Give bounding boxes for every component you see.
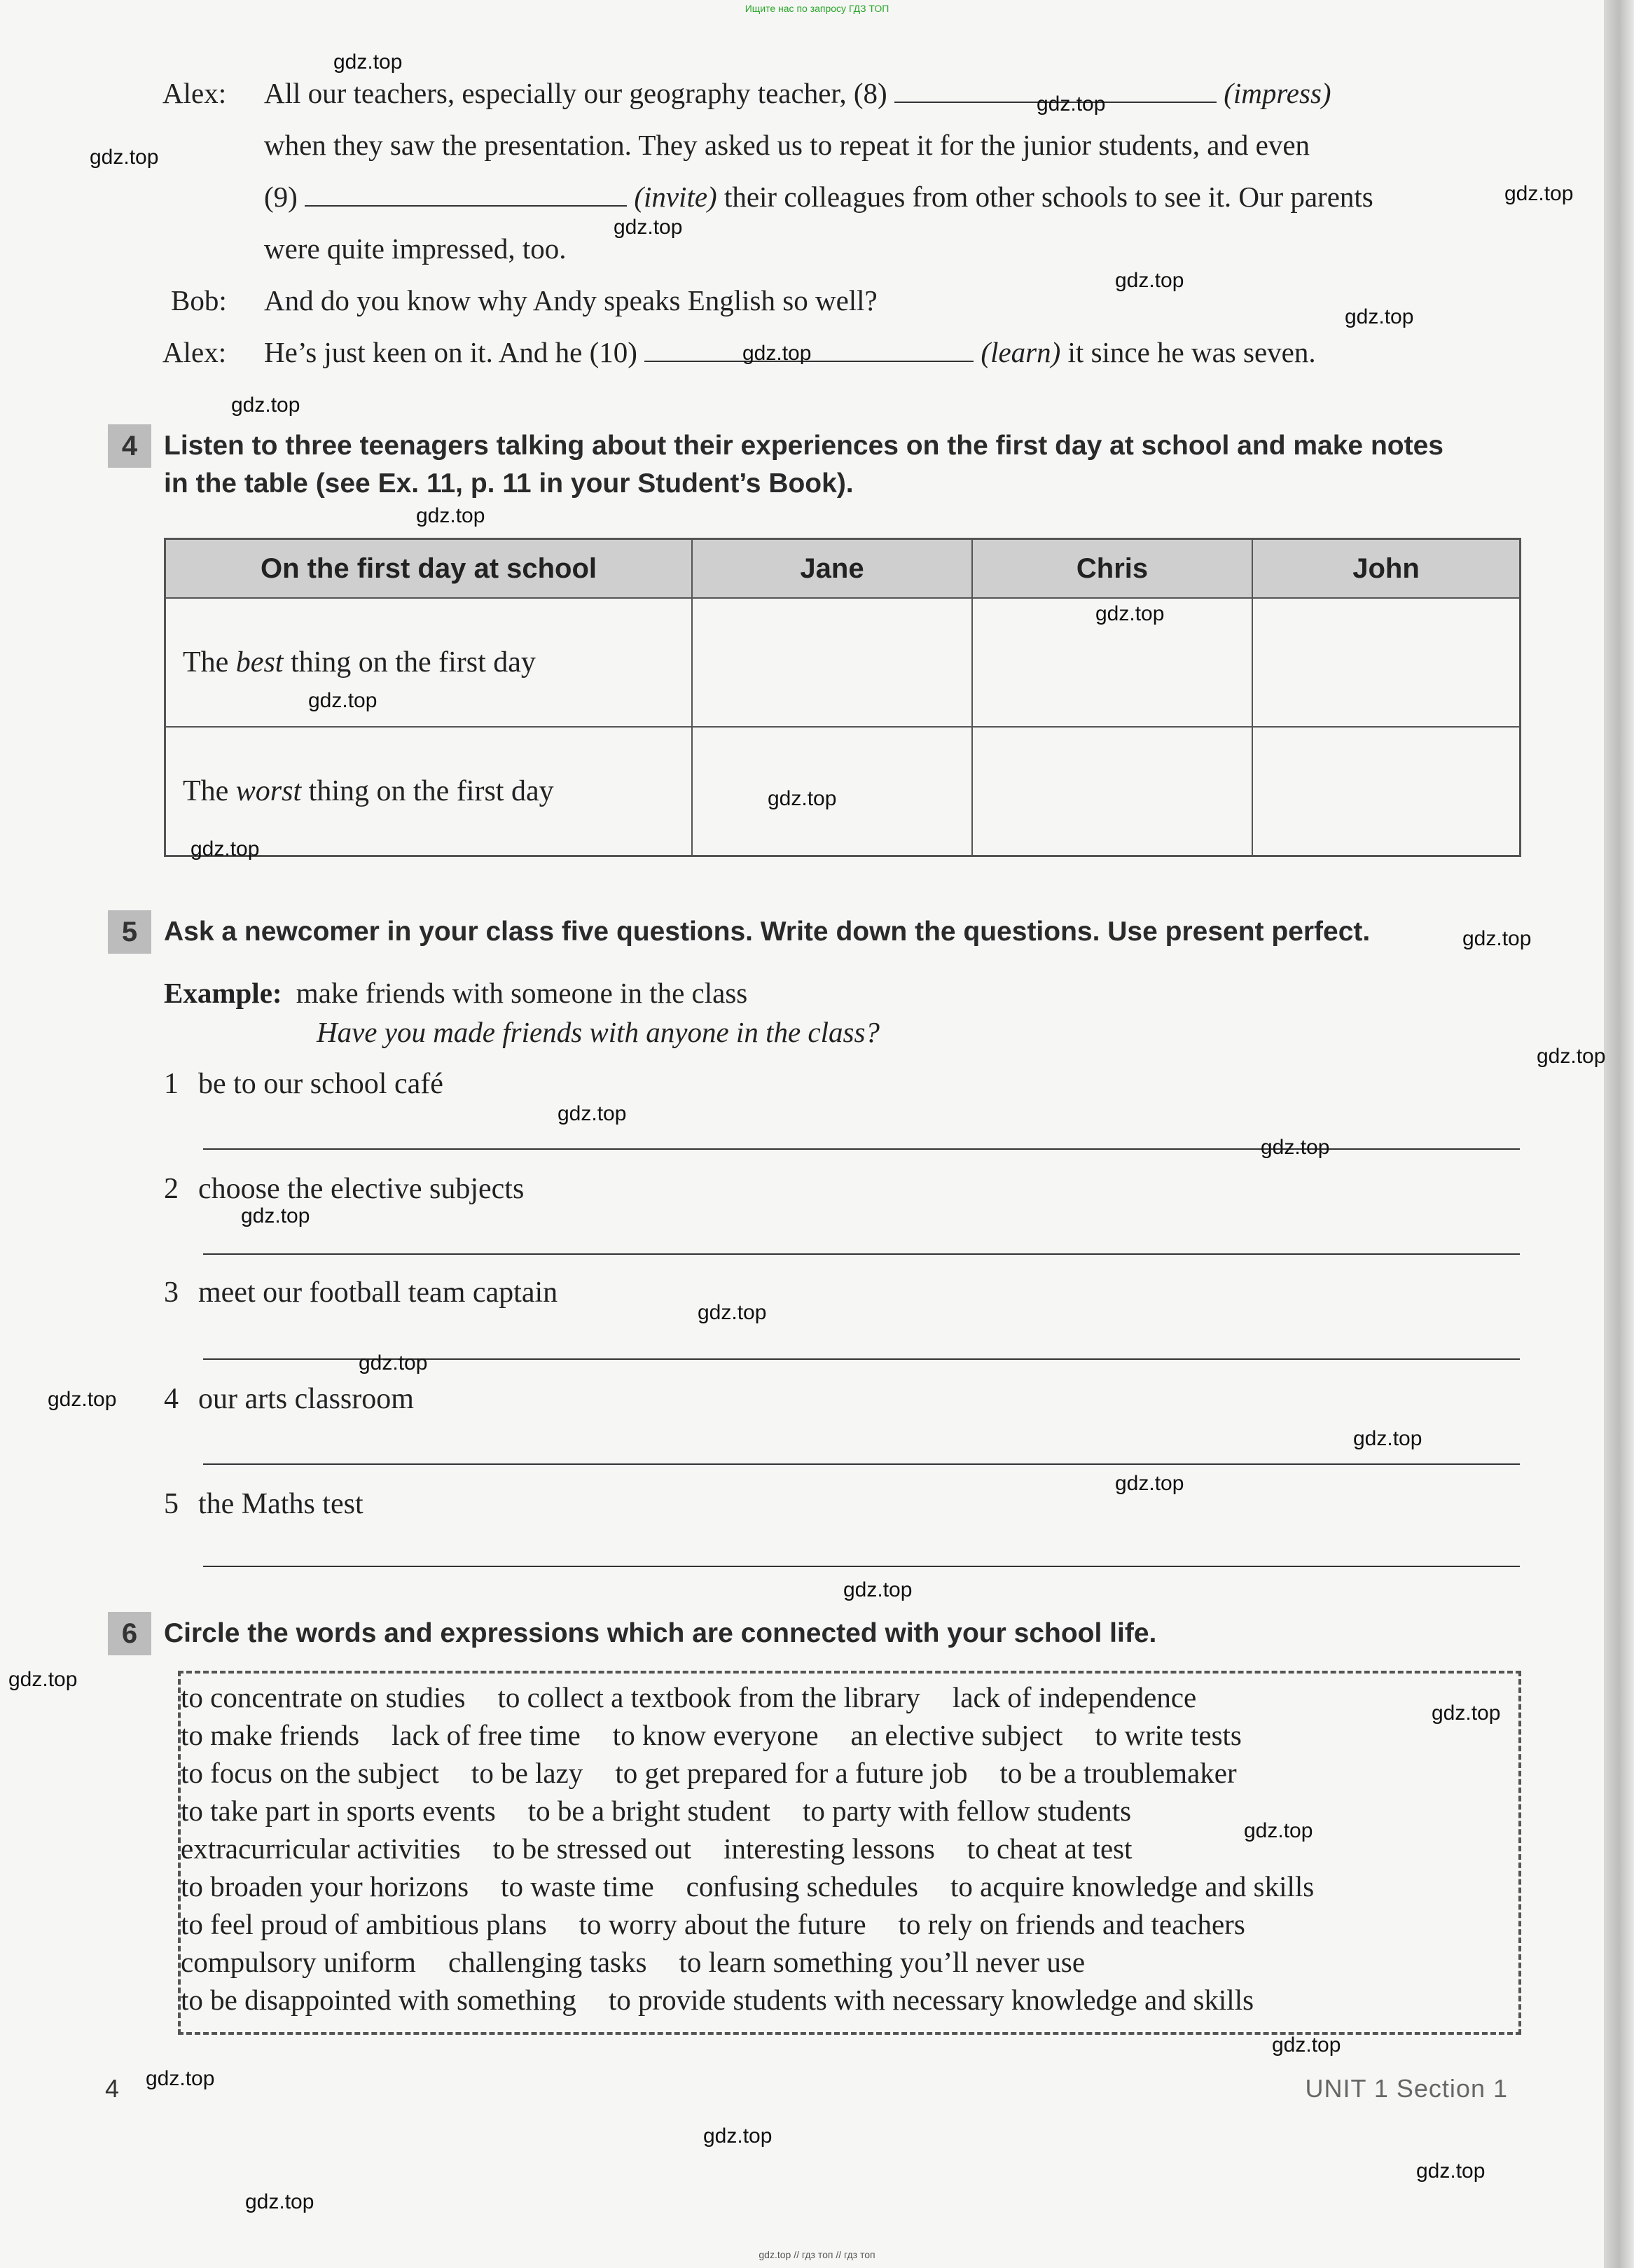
watermark: gdz.top [768, 787, 837, 810]
speaker-alex-2: Alex: [162, 336, 227, 368]
question-item-2: 2 choose the elective subjects [164, 1173, 525, 1205]
watermark: gdz.top [1462, 927, 1532, 950]
dialog-line-5: And do you know why Andy speaks English so well? [264, 284, 878, 316]
answer-line-4[interactable] [203, 1463, 1520, 1465]
dialog-line-6: He’s just keen on it. And he (10) (learn) it since he was seven. [264, 336, 1316, 368]
speaker-alex: Alex: [162, 77, 227, 109]
speaker-bob: Bob: [171, 284, 227, 316]
cell-best-john[interactable] [1252, 598, 1521, 727]
phrase-row-7 [181, 1907, 1278, 1941]
watermark: gdz.top [416, 504, 485, 527]
watermark: gdz.top [359, 1351, 428, 1375]
phrase[interactable]: to learn something you’ll never use [679, 1946, 1086, 1978]
top-banner[interactable]: Ищите нас по запросу ГДЗ ТОП [745, 3, 889, 14]
task6-title: Circle the words and expressions which are connected with your school life. [164, 1618, 1157, 1648]
question-item-3: 3 meet our football team captain [164, 1276, 558, 1309]
row-label-best: The best thing on the first day [165, 598, 693, 727]
task4-title-line1: Listen to three teenagers talking about their experiences on the first day at school and make notes [164, 431, 1443, 461]
bottom-banner[interactable]: gdz.top // гдз топ // гдз топ [759, 2249, 875, 2260]
phrase[interactable]: extracurricular activities [181, 1832, 461, 1865]
task-number-4: 4 [108, 424, 151, 468]
header-first-day: On the first day at school [165, 539, 693, 599]
header-john: John [1252, 539, 1521, 599]
answer-line-2[interactable] [203, 1253, 1520, 1255]
phrase[interactable]: to be a bright student [527, 1795, 770, 1827]
phrase[interactable]: lack of independence [952, 1681, 1197, 1713]
phrase[interactable]: to be stressed out [492, 1832, 692, 1865]
phrase[interactable]: to broaden your horizons [181, 1870, 469, 1902]
watermark: gdz.top [1353, 1427, 1422, 1450]
watermark: gdz.top [843, 1578, 913, 1601]
cell-best-jane[interactable] [692, 598, 972, 727]
phrase[interactable]: to focus on the subject [181, 1757, 439, 1789]
watermark: gdz.top [1095, 602, 1165, 625]
phrase-row-2 [181, 1718, 1274, 1752]
watermark: gdz.top [1115, 269, 1184, 292]
table-row-worst [165, 727, 1521, 856]
watermark: gdz.top [48, 1388, 117, 1411]
cell-worst-chris[interactable] [972, 727, 1252, 856]
phrase[interactable]: to be lazy [471, 1757, 583, 1789]
phrase[interactable]: to party with fellow students [802, 1795, 1132, 1827]
phrase[interactable]: to waste time [501, 1870, 654, 1902]
watermark: gdz.top [1504, 182, 1574, 205]
phrase[interactable]: to know everyone [612, 1719, 819, 1751]
task-number-6: 6 [108, 1612, 151, 1655]
watermark: gdz.top [1416, 2159, 1486, 2183]
phrase[interactable]: to be a troublemaker [999, 1757, 1237, 1789]
dialog-line-3: (9) (invite) their colleagues from other schools to see it. Our parents [264, 181, 1373, 213]
phrase[interactable]: to rely on friends and teachers [898, 1908, 1245, 1940]
watermark: gdz.top [1432, 1702, 1501, 1725]
phrase[interactable]: to feel proud of ambitious plans [181, 1908, 547, 1940]
unit-section-label: UNIT 1 Section 1 [1305, 2074, 1508, 2103]
phrase-row-5 [181, 1832, 1165, 1865]
watermark: gdz.top [742, 342, 812, 365]
watermark: gdz.top [8, 1668, 78, 1691]
task4-title-line2: in the table (see Ex. 11, p. 11 in your Student’s Book). [164, 468, 854, 499]
phrase-row-3 [181, 1756, 1269, 1790]
phrase[interactable]: lack of free time [392, 1719, 581, 1751]
task5-example-answer: Have you made friends with anyone in the class? [317, 1016, 880, 1048]
watermark: gdz.top [308, 689, 378, 712]
phrase-row-1 [181, 1681, 1228, 1714]
dialog-line-4: were quite impressed, too. [264, 232, 567, 265]
task5-example: Example: make friends with someone in the class [164, 977, 748, 1009]
task5-title: Ask a newcomer in your class five questions. Write down the questions. Use present perfect. [164, 917, 1371, 947]
dialog-line-2: when they saw the presentation. They asked us to repeat it for the junior students, and even [264, 129, 1310, 161]
watermark: gdz.top [146, 2067, 215, 2090]
phrase[interactable]: to provide students with necessary knowledge and skills [608, 1984, 1254, 2016]
watermark: gdz.top [1244, 1819, 1313, 1842]
watermark: gdz.top [1037, 92, 1106, 116]
phrase[interactable]: to worry about the future [579, 1908, 866, 1940]
answer-blank-9[interactable] [305, 180, 627, 207]
watermark: gdz.top [191, 837, 260, 861]
watermark: gdz.top [1272, 2033, 1341, 2057]
phrase[interactable]: an elective subject [850, 1719, 1063, 1751]
phrase[interactable]: compulsory uniform [181, 1946, 416, 1978]
phrase[interactable]: interesting lessons [723, 1832, 935, 1865]
watermark: gdz.top [1537, 1045, 1606, 1068]
question-item-1: 1 be to our school café [164, 1068, 443, 1100]
header-chris: Chris [972, 539, 1252, 599]
question-item-5: 5 the Maths test [164, 1488, 364, 1520]
phrase-row-8 [181, 1945, 1117, 1979]
watermark: gdz.top [1345, 305, 1414, 328]
phrase[interactable]: to cheat at test [967, 1832, 1133, 1865]
phrase-row-9 [181, 1983, 1286, 2017]
page-spine-shadow [1604, 0, 1634, 2268]
cell-worst-john[interactable] [1252, 727, 1521, 856]
watermark: gdz.top [698, 1301, 767, 1324]
task-number-5: 5 [108, 910, 151, 954]
phrase[interactable]: confusing schedules [686, 1870, 919, 1902]
watermark: gdz.top [1261, 1136, 1330, 1159]
watermark: gdz.top [245, 2190, 314, 2213]
watermark: gdz.top [614, 216, 683, 239]
phrase[interactable]: challenging tasks [448, 1946, 647, 1978]
watermark: gdz.top [231, 394, 300, 417]
phrase-row-6 [181, 1870, 1346, 1903]
page-number: 4 [105, 2074, 120, 2103]
phrase[interactable]: to acquire knowledge and skills [950, 1870, 1315, 1902]
phrase[interactable]: to make friends [181, 1719, 360, 1751]
phrase-row-4 [181, 1794, 1163, 1828]
phrase[interactable]: to take part in sports events [181, 1795, 496, 1827]
watermark: gdz.top [703, 2124, 773, 2148]
row-label-worst: The worst thing on the first day [165, 727, 693, 856]
phrase[interactable]: to get prepared for a future job [615, 1757, 968, 1789]
phrase[interactable]: to concentrate on studies [181, 1681, 466, 1713]
phrase[interactable]: to write tests [1095, 1719, 1242, 1751]
dialog-line-1: All our teachers, especially our geography teacher, (8) (impress) [264, 77, 1331, 109]
phrase[interactable]: to collect a textbook from the library [497, 1681, 920, 1713]
watermark: gdz.top [1115, 1472, 1184, 1495]
watermark: gdz.top [333, 50, 403, 74]
phrase[interactable]: to be disappointed with something [181, 1984, 576, 2016]
watermark: gdz.top [241, 1204, 310, 1227]
question-item-4: 4 our arts classroom [164, 1383, 414, 1415]
watermark: gdz.top [558, 1102, 627, 1125]
table-header-row [165, 539, 1521, 599]
header-jane: Jane [692, 539, 972, 599]
watermark: gdz.top [90, 146, 159, 169]
answer-line-5[interactable] [203, 1566, 1520, 1567]
